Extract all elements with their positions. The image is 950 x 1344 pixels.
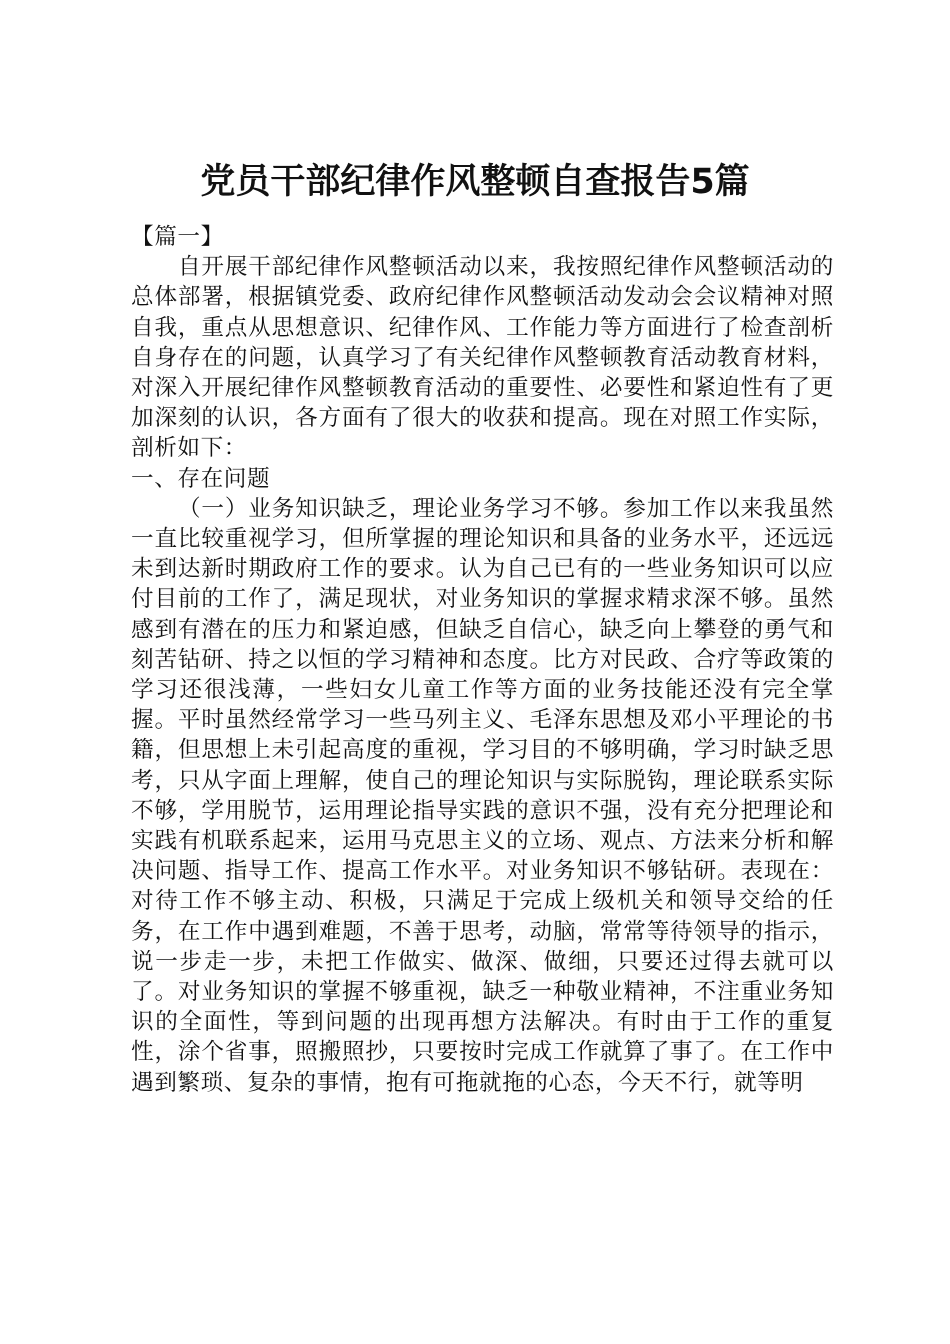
document-title: 党员干部纪律作风整顿自查报告5篇 (200, 162, 750, 202)
section-heading: 一、存在问题 (131, 465, 271, 492)
intro-paragraph: 自开展干部纪律作风整顿活动以来，我按照纪律作风整顿活动的总体部署，根据镇党委、政府纪律作风整顿活动发动会会议精神对照自我，重点从思想意识、纪律作风、工作能力等方面进行了检查剖析自身存在的问题，认真学习了有关纪律作风整顿教育活动教育材料，对深入开展纪律作风整顿教育活动的重要性、必要性和紧迫性有了更加深刻的认识，各方面有了很大的收获和提高。现在对照工作实际，剖析如下： (131, 254, 834, 462)
body-paragraph: （一）业务知识缺乏，理论业务学习不够。参加工作以来我虽然一直比较重视学习，但所掌握的理论知识和具备的业务水平，还远远未到达新时期政府工作的要求。认为自己已有的一些业务知识可以应付目前的工作了，满足现状，对业务知识的掌握求精求深不够。虽然感到有潜在的压力和紧迫感，但缺乏自信心，缺乏向上攀登的勇气和刻苦钻研、持之以恒的学习精神和态度。比方对民政、合疗等政策的学习还很浅薄，一些妇女儿童工作等方面的业务技能还没有完全掌握。平时虽然经常学习一些马列主义、毛泽东思想及邓小平理论的书籍，但思想上未引起高度的重视，学习目的不够明确，学习时缺乏思考，只从字面上理解，使自己的理论知识与实际脱钩，理论联系实际不够，学用脱节，运用理论指导实践的意识不强，没有充分把理论和实践有机联系起来，运用马克思主义的立场、观点、方法来分析和解决问题、指导工作、提高工作水平。对业务知识不够钻研。表现在：对待工作不够主动、积极，只满足于完成上级机关和领导交给的任务，在工作中遇到难题，不善于思考，动脑，常常等待领导的指示，说一步走一步，未把工作做实、做深、做细，只要还过得去就可以了。对业务知识的掌握不够重视，缺乏一种敬业精神，不注重业务知识的全面性，等到问题的出现再想方法解决。有时由于工作的重复性，涂个省事，照搬照抄，只要按时完成工作就算了事了。在工作中遇到繁琐、复杂的事情，抱有可拖就拖的心态，今天不行，就等明 (131, 495, 834, 1096)
section-marker: 【篇一】 (131, 224, 224, 250)
document-body (131, 222, 834, 1098)
